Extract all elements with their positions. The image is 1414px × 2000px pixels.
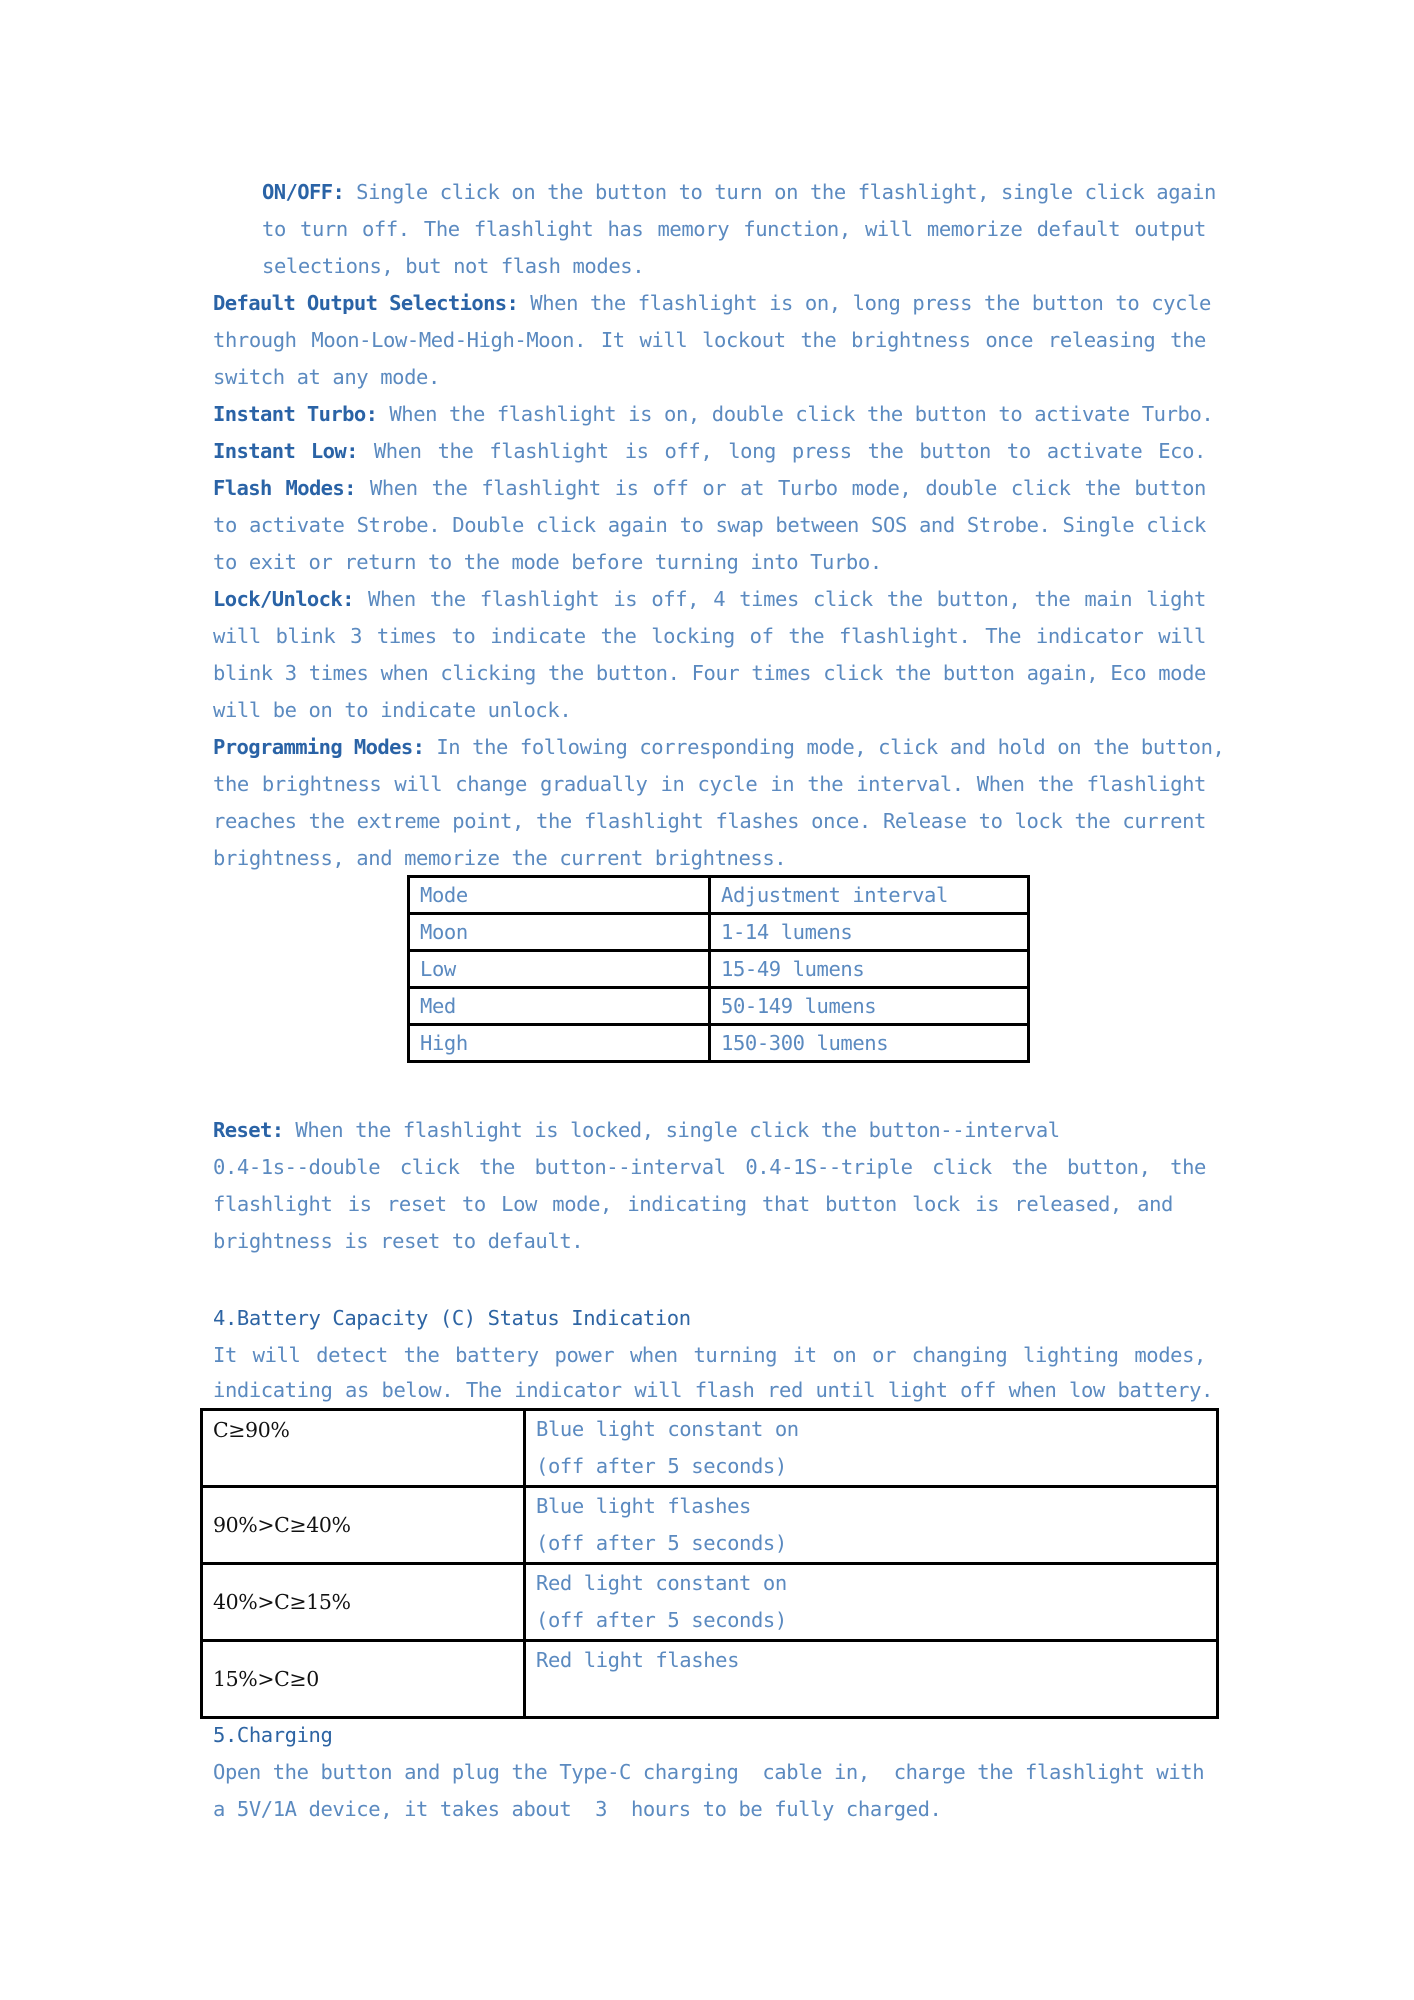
table-row [202, 1487, 1218, 1564]
capacity-range-cell: C≥90% [202, 1410, 525, 1487]
table-row [202, 1641, 1218, 1718]
programming-label: Programming Modes: [213, 735, 425, 759]
default-output-label: Default Output Selections: [213, 291, 519, 315]
capacity-range-cell: 15%>C≥0 [202, 1641, 525, 1718]
onoff-label: ON/OFF: [262, 180, 345, 204]
onoff-text-1: Single click on the button to turn on the flashlight, single click again [356, 180, 1216, 204]
battery-section-heading: 4.Battery Capacity (C) Status Indication [213, 1306, 691, 1330]
table-row [202, 1564, 1218, 1641]
mode-interval-table [407, 875, 1030, 1063]
battery-intro-line-2: indicating as below. The indicator will flash red until light off when low battery. [213, 1378, 1213, 1402]
default-output-text-1: When the flashlight is on, long press the button to cycle [530, 291, 1211, 315]
lock-unlock-line-1 [213, 581, 1206, 618]
table-row [409, 988, 1029, 1025]
indicator-status-cell [525, 1641, 1218, 1718]
status-text: Red light constant on [536, 1571, 787, 1595]
reset-line-3: flashlight is reset to Low mode, indicating that button lock is released, and [213, 1192, 1173, 1216]
indicator-status-cell [525, 1487, 1218, 1564]
capacity-range-cell: 40%>C≥15% [202, 1564, 525, 1641]
default-output-line-1 [213, 285, 1211, 322]
instant-turbo-line [213, 396, 1214, 433]
onoff-line-2: to turn off. The flashlight has memory function, will memorize default output [262, 217, 1206, 241]
flash-modes-label: Flash Modes: [213, 476, 356, 500]
reset-line-4: brightness is reset to default. [213, 1229, 584, 1253]
mode-cell: Low [409, 951, 710, 988]
interval-cell: 150-300 lumens [710, 1025, 1029, 1062]
instant-low-text: When the flashlight is off, long press the button to activate Eco. [373, 439, 1206, 463]
flash-modes-line-3: to exit or return to the mode before turning into Turbo. [213, 550, 882, 574]
lock-unlock-label: Lock/Unlock: [213, 587, 354, 611]
flash-modes-text-1: When the flashlight is off or at Turbo mode, double click the button [369, 476, 1207, 500]
charging-section-heading: 5.Charging [213, 1723, 333, 1747]
indicator-status-cell [525, 1564, 1218, 1641]
reset-line-2: 0.4-1s--double click the button--interval 0.4-1S--triple click the button, the [213, 1155, 1206, 1179]
charging-line-2: a 5V/1A device, it takes about 3 hours to be fully charged. [213, 1797, 942, 1821]
mode-cell: High [409, 1025, 710, 1062]
capacity-range-cell: 90%>C≥40% [202, 1487, 525, 1564]
onoff-line-3: selections, but not flash modes. [262, 254, 645, 278]
status-text: Red light flashes [536, 1648, 740, 1672]
programming-text-1: In the following corresponding mode, click and hold on the button, [436, 735, 1225, 759]
status-note: (off after 5 seconds) [536, 1608, 787, 1632]
lock-unlock-text-1: When the flashlight is off, 4 times click the button, the main light [368, 587, 1206, 611]
instant-low-line [213, 433, 1206, 470]
instant-turbo-text: When the flashlight is on, double click the button to activate Turbo. [389, 402, 1214, 426]
instant-turbo-label: Instant Turbo: [213, 402, 378, 426]
mode-header: Mode [409, 877, 710, 914]
programming-line-3: reaches the extreme point, the flashlight flashes once. Release to lock the current [213, 809, 1206, 833]
mode-cell: Med [409, 988, 710, 1025]
default-output-line-2: through Moon-Low-Med-High-Moon. It will lockout the brightness once releasing the [213, 328, 1206, 352]
programming-line-4: brightness, and memorize the current brightness. [213, 846, 787, 870]
reset-text-1: When the flashlight is locked, single click the button--interval [295, 1118, 1060, 1142]
indicator-status-cell [525, 1410, 1218, 1487]
status-note: (off after 5 seconds) [536, 1454, 787, 1478]
status-text: Blue light constant on [536, 1417, 799, 1441]
table-row [409, 1025, 1029, 1062]
interval-cell: 50-149 lumens [710, 988, 1029, 1025]
programming-line-2: the brightness will change gradually in cycle in the interval. When the flashlight [213, 772, 1206, 796]
flash-modes-line-1 [213, 470, 1206, 507]
reset-label: Reset: [213, 1118, 284, 1142]
battery-intro-line-1: It will detect the battery power when turning it on or changing lighting modes, [213, 1343, 1206, 1367]
reset-line-1 [213, 1112, 1213, 1149]
lock-unlock-line-4: will be on to indicate unlock. [213, 698, 572, 722]
onoff-line-1 [262, 174, 1216, 211]
table-row [409, 914, 1029, 951]
table-row [202, 1410, 1218, 1487]
instant-low-label: Instant Low: [213, 439, 358, 463]
lock-unlock-line-3: blink 3 times when clicking the button. Four times click the button again, Eco mode [213, 661, 1206, 685]
charging-line-1: Open the button and plug the Type-C charging cable in, charge the flashlight with [213, 1760, 1205, 1784]
interval-cell: 15-49 lumens [710, 951, 1029, 988]
status-text: Blue light flashes [536, 1494, 751, 1518]
interval-cell: 1-14 lumens [710, 914, 1029, 951]
programming-line-1 [213, 729, 1225, 766]
mode-cell: Moon [409, 914, 710, 951]
table-row [409, 951, 1029, 988]
lock-unlock-line-2: will blink 3 times to indicate the locking of the flashlight. The indicator will [213, 624, 1206, 648]
status-note [536, 1679, 1206, 1716]
status-note: (off after 5 seconds) [536, 1531, 787, 1555]
mode-table-header-row [409, 877, 1029, 914]
flash-modes-line-2: to activate Strobe. Double click again to swap between SOS and Strobe. Single click [213, 513, 1206, 537]
battery-status-table [200, 1408, 1219, 1719]
default-output-line-3: switch at any mode. [213, 365, 440, 389]
interval-header: Adjustment interval [710, 877, 1029, 914]
